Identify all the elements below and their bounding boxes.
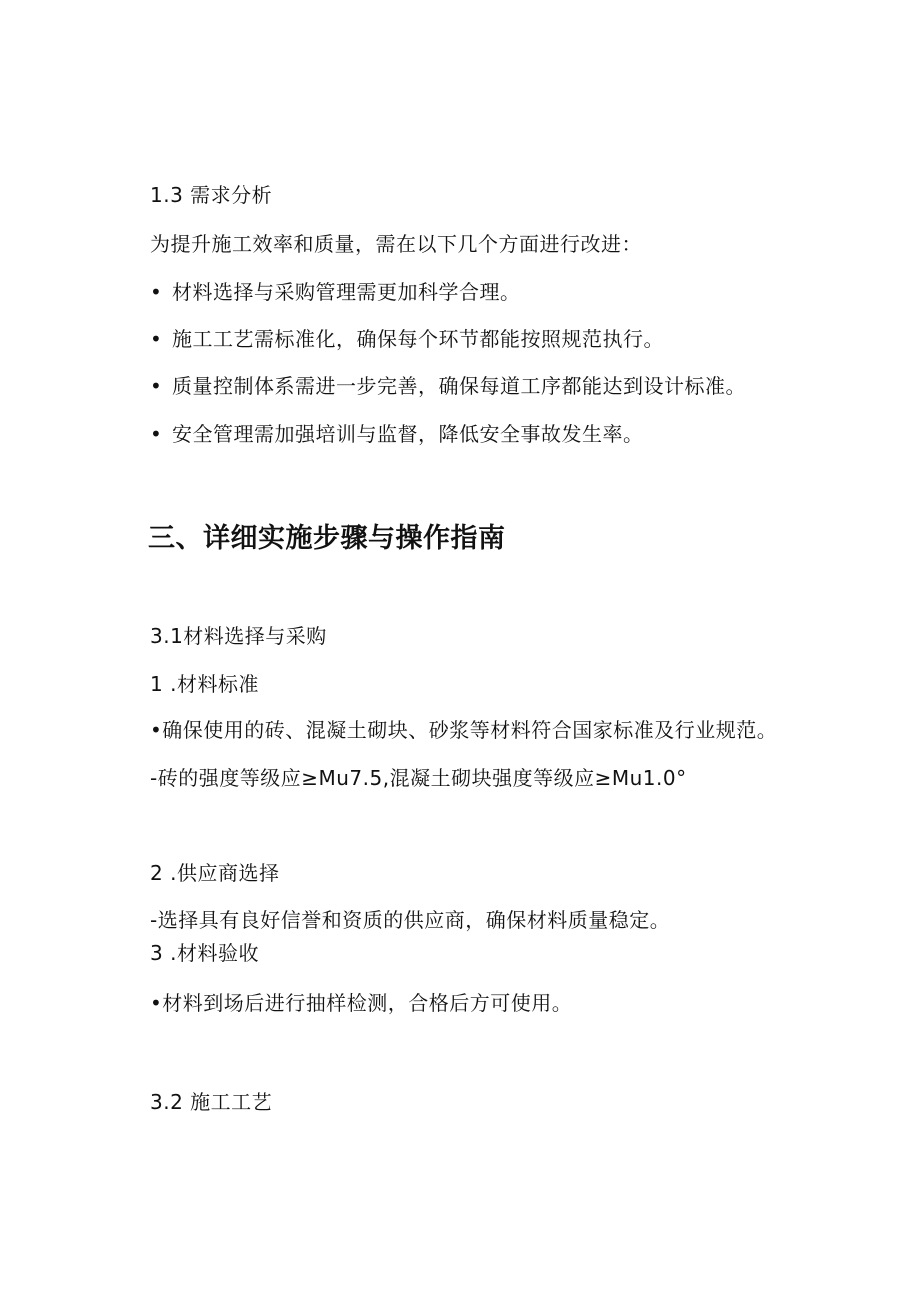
bullet-marker: • [150, 327, 163, 351]
section-1-3-intro: 为提升施工效率和质量，需在以下几个方面进行改进： [150, 232, 642, 256]
section-1-3-title: 1.3 需求分析 [150, 183, 273, 207]
item-2-title: 2 .供应商选择 [150, 861, 280, 885]
list-item [150, 279, 521, 305]
list-item-text: 安全管理需加强培训与监督，降低安全事故发生率。 [172, 422, 644, 446]
list-item [150, 421, 644, 447]
bullet-marker: • [150, 422, 163, 446]
item-1-line-a: •确保使用的砖、混凝土砌块、砂浆等材料符合国家标准及行业规范。 [150, 718, 778, 742]
bullet-marker: • [150, 374, 163, 398]
item-1-line-b: -砖的强度等级应≥Mu7.5,混凝土砌块强度等级应≥Mu1.0° [150, 766, 687, 790]
item-2-line-a: -选择具有良好信誉和资质的供应商，确保材料质量稳定。 [150, 908, 671, 932]
item-3-title: 3 .材料验收 [150, 941, 259, 965]
section-3-1-title: 3.1材料选择与采购 [150, 624, 327, 648]
list-item-text: 质量控制体系需进一步完善，确保每道工序都能达到设计标准。 [172, 374, 746, 398]
item-1-title: 1 .材料标准 [150, 672, 259, 696]
list-item [150, 326, 664, 352]
list-item-text: 材料选择与采购管理需更加科学合理。 [172, 280, 521, 304]
list-item-text: 施工工艺需标准化，确保每个环节都能按照规范执行。 [172, 327, 664, 351]
section-3-2-title: 3.2 施工工艺 [150, 1090, 273, 1114]
item-3-line-a: •材料到场后进行抽样检测，合格后方可使用。 [150, 991, 573, 1015]
list-item [150, 373, 746, 399]
bullet-marker: • [150, 280, 163, 304]
chapter-3-heading: 三、详细实施步骤与操作指南 [148, 523, 506, 554]
